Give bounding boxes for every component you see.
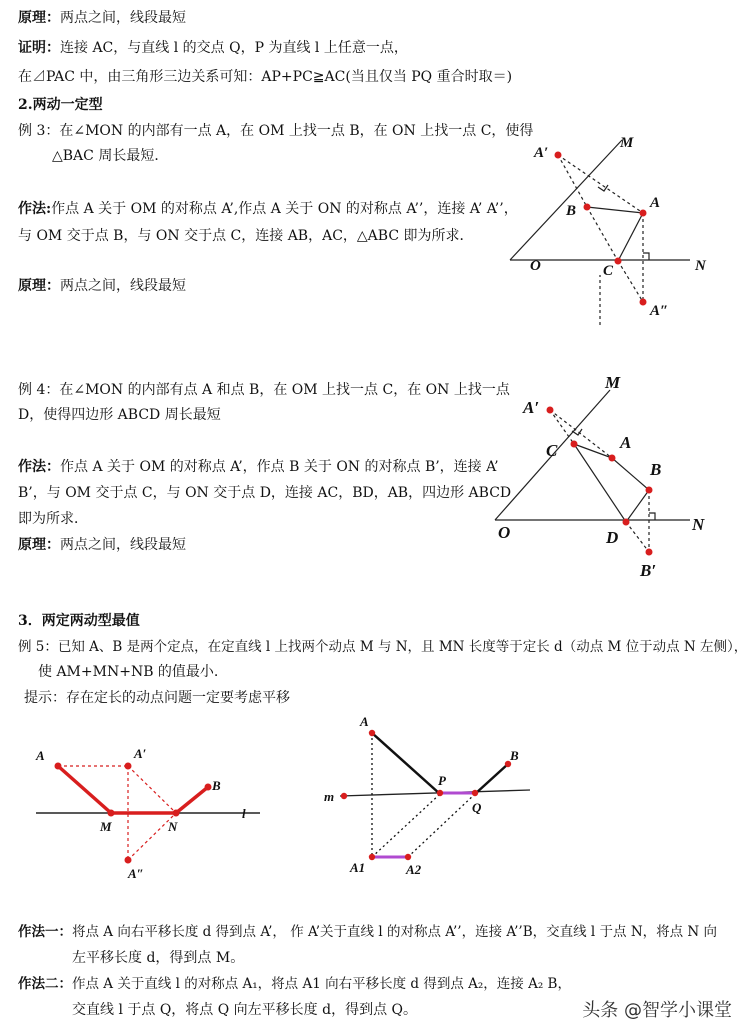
label-a: A (36, 748, 45, 763)
method-1-label: 作法一： (18, 924, 72, 940)
label-d: D (606, 528, 619, 547)
segment-am (58, 766, 111, 813)
method-1-line-2: 左平移长度 d，得到点 M。 (72, 950, 245, 966)
label-a-prime: A′ (534, 145, 549, 161)
dashed-b-c (587, 207, 618, 261)
label-n: N (692, 515, 705, 534)
point-n (173, 810, 180, 817)
example-5-line-2: 使 AM+MN+NB 的值最小. (38, 664, 219, 680)
example-4-method-3: 即为所求． (18, 511, 88, 527)
method-text: 作点 A 关于 OM 的对称点 A’，作点 B 关于 ON 的对称点 B’，连接 A’ (60, 459, 499, 475)
point-b-prime (646, 549, 653, 556)
principle-text: 两点之间，线段最短 (60, 537, 186, 553)
point-p (437, 790, 443, 796)
point-d (623, 519, 630, 526)
label-a1: A1 (350, 860, 366, 875)
method-1-text: 将点 A 向右平移长度 d 得到点 A’， 作 A’关于直线 l 的对称点 A’’，连接 A’’B，交直线 l 于点 N，将点 N 向 (72, 924, 718, 940)
point-a (640, 210, 647, 217)
principle-text: 两点之间，线段最短 (60, 10, 186, 26)
label-m: M (605, 373, 621, 392)
principle-line-1 (18, 8, 186, 28)
example-4-principle (18, 535, 186, 555)
proof-line-1 (18, 38, 408, 58)
point-a (55, 763, 62, 770)
point-a1 (369, 854, 375, 860)
point-c (571, 441, 578, 448)
point-b (584, 204, 591, 211)
figure-angle-triangle (500, 125, 730, 325)
method-2-line-2: 交直线 l 于点 Q，将点 Q 向左平移长度 d，得到点 Q。 (72, 1002, 418, 1018)
label-n: N (168, 819, 178, 834)
label-b: B (510, 748, 519, 763)
point-a (609, 455, 616, 462)
segment-cd (574, 444, 626, 522)
label-o: O (498, 523, 511, 542)
example-5-line-1: 例 5：已知 A、B 是两个定点，在定直线 l 上找两个动点 M 与 N，且 MN 长度等于定长 d（动点 M 位于动点 N 左侧）， (18, 639, 748, 655)
method-label: 作法: (18, 201, 52, 217)
dashed-ap-b (558, 155, 587, 207)
proof-text: 连接 AC，与直线 l 的交点 Q，P 为直线 l 上任意一点， (60, 40, 408, 56)
point-a2 (405, 854, 411, 860)
dashed-ap-n (128, 766, 176, 813)
point-m (108, 810, 115, 817)
segment-ab (612, 458, 649, 490)
right-angle-mark-2 (649, 513, 655, 520)
point-a-prime (547, 407, 554, 414)
segment-nb (176, 787, 208, 813)
segment-ba (587, 207, 643, 213)
point-m-line (341, 793, 347, 799)
label-a: A (620, 433, 632, 452)
label-a-double-prime: A″ (650, 303, 669, 319)
watermark: 头条 @智学小课堂 (582, 1000, 732, 1021)
label-p: P (438, 773, 446, 788)
label-m: M (620, 135, 634, 151)
label-m: m (324, 789, 335, 804)
method-text: 作点 A 关于 OM 的对称点 A’,作点 A 关于 ON 的对称点 A’’，连接 A’ A’’， (51, 201, 518, 217)
label-o: O (530, 258, 541, 274)
method-2-line-1 (18, 974, 571, 994)
label-l: l (242, 806, 246, 821)
label-a-prime: A′ (134, 746, 147, 761)
label-b-prime: B′ (640, 561, 657, 580)
principle-label: 原理： (18, 278, 60, 294)
label-c: C (603, 263, 614, 279)
method-2-label: 作法二： (18, 976, 72, 992)
figure-translation-method-2 (320, 712, 535, 884)
method-2-text: 作点 A 关于直线 l 的对称点 A₁，将点 A1 向右平移长度 d 得到点 A₂，连接 A₂ B， (72, 976, 571, 992)
point-c (615, 258, 622, 265)
point-a-double-prime (125, 857, 132, 864)
principle-text: 两点之间，线段最短 (60, 278, 186, 294)
segment-ap (372, 733, 440, 794)
proof-line-2: 在⊿PAC 中，由三角形三边关系可知：AP+PC≧AC(当且仅当 PQ 重合时取＝) (18, 69, 513, 85)
dotted-a2-q (408, 794, 475, 857)
point-a-prime (555, 152, 562, 159)
point-a-double-prime (640, 299, 647, 306)
section-2-heading: 2.两动一定型 (18, 97, 103, 113)
point-q (472, 790, 478, 796)
example-4-method-1 (18, 457, 499, 477)
point-a-prime (125, 763, 132, 770)
example-3-line-1: 例 3：在∠MON 的内部有一点 A，在 OM 上找一点 B，在 ON 上找一点 C，使得 (18, 123, 534, 139)
segment-ca (574, 444, 612, 458)
figure-translation-method-1 (28, 738, 273, 883)
dashed-ap-a (550, 410, 612, 458)
example-3-method-2: 与 OM 交于点 B，与 ON 交于点 C，连接 AB，AC，△ABC 即为所求． (18, 228, 474, 244)
example-4-method-2: B’，与 OM 交于点 C，与 ON 交于点 D，连接 AC，BD，AB，四边形 ABCD (18, 485, 512, 501)
figure-angle-quadrilateral (490, 368, 725, 583)
section-3-heading: 3．两定两动型最值 (18, 613, 140, 629)
dashed-ap-c (550, 410, 574, 444)
proof-label: 证明： (18, 40, 60, 56)
point-b (646, 487, 653, 494)
example-4-line-1: 例 4：在∠MON 的内部有点 A 和点 B，在 OM 上找一点 C，在 ON 上找一点 (18, 382, 510, 398)
label-b: B (566, 203, 577, 219)
label-b: B (212, 778, 221, 793)
dashed-c-app (618, 261, 643, 302)
label-a2: A2 (406, 862, 422, 877)
label-c: C (546, 441, 558, 460)
example-4-line-2: D，使得四边形 ABCD 周长最短 (18, 407, 221, 423)
label-m: M (100, 819, 112, 834)
segment-bd (626, 490, 649, 522)
segment-ac (618, 213, 643, 261)
right-angle-mark-2 (643, 253, 649, 260)
point-a (369, 730, 375, 736)
label-a: A (360, 714, 369, 729)
label-b: B (650, 460, 662, 479)
segment-qb (475, 764, 508, 794)
example-3-line-2: △BAC 周长最短． (52, 148, 169, 164)
dotted-a1-p (372, 794, 440, 857)
hint-line: 提示：存在定长的动点问题一定要考虑平移 (24, 690, 290, 706)
method-1-line-1 (18, 922, 717, 942)
example-3-principle (18, 276, 186, 296)
dashed-d-bp (626, 522, 649, 552)
label-q: Q (472, 800, 482, 815)
label-a-double-prime: A″ (128, 866, 144, 881)
label-a-prime: A′ (523, 398, 540, 417)
point-b (205, 784, 212, 791)
method-label: 作法： (18, 459, 60, 475)
principle-label: 原理： (18, 537, 60, 553)
principle-label: 原理： (18, 10, 60, 26)
label-a: A (650, 195, 661, 211)
line-om (510, 140, 622, 260)
label-n: N (695, 258, 706, 274)
example-3-method-1 (18, 199, 518, 219)
